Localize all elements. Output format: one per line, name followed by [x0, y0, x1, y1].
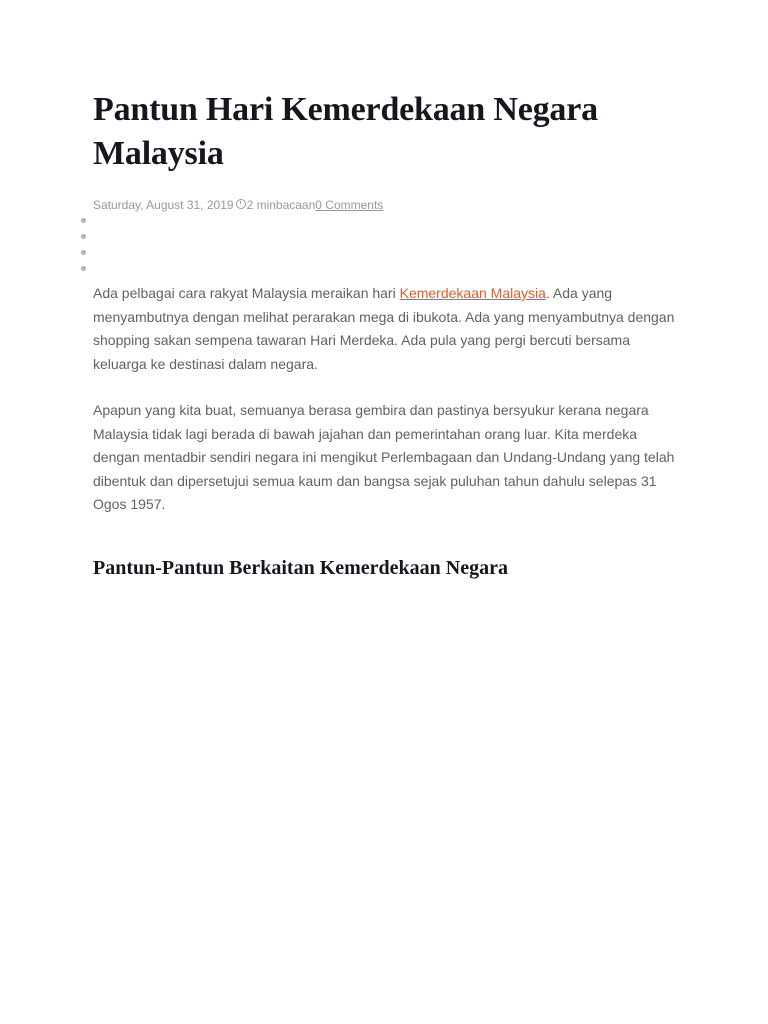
section-heading: Pantun-Pantun Berkaitan Kemerdekaan Negara [93, 556, 508, 579]
article [93, 88, 678, 581]
kemerdekaan-malaysia-link[interactable]: Kemerdekaan Malaysia [399, 285, 546, 301]
intro-text-start: Ada pelbagai cara rakyat Malaysia meraikan hari [93, 285, 400, 301]
post-date: Saturday, August 31, 2019 [93, 198, 234, 212]
clock-icon [236, 199, 246, 209]
list-bullet [81, 218, 86, 223]
list-bullet [81, 250, 86, 255]
list-bullet [81, 266, 86, 271]
post-title: Pantun Hari Kemerdekaan Negara Malaysia [93, 91, 598, 172]
intro-paragraph [93, 282, 678, 376]
comments-link[interactable]: 0 Comments [315, 198, 384, 212]
post-meta [93, 197, 678, 213]
read-time: 2 minbacaan [246, 198, 316, 212]
list-bullet [81, 234, 86, 239]
bullet-list [81, 218, 666, 271]
second-paragraph: Apapun yang kita buat, semuanya berasa gembira dan pastinya bersyukur kerana negara Malaysia tidak lagi berada di bawah jajahan dan pemerintahan orang luar. Kita merdeka dengan mentadbir sendiri negara ini mengikut Perlembagaan dan Undang-Undang yang telah dibentuk dan dipersetujui semua kaum dan bangsa sejak puluhan tahun dahulu selepas 31 Ogos 1957. [93, 402, 675, 512]
intro-text-end: . Ada yang menyambutnya dengan melihat perarakan mega di ibukota. Ada yang menyambutnya dengan shopping sakan sempena tawaran Hari Merdeka. Ada pula yang pergi bercuti bersama keluarga ke destinasi dalam negara. [93, 285, 675, 372]
